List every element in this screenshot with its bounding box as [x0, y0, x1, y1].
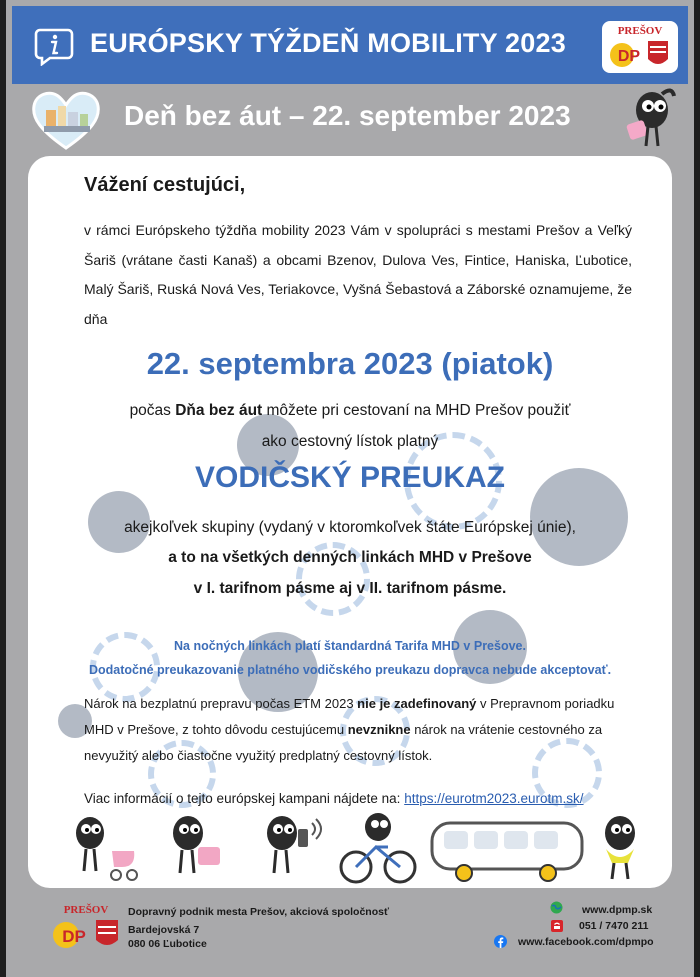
- night-lines-note: Na nočných linkách platí štandardná Tarifa MHD v Prešove.: [174, 639, 526, 653]
- footer-street: Bardejovská 7: [128, 924, 200, 936]
- footer-logo-city-text: PREŠOV: [63, 904, 109, 916]
- phone-number: 051 / 7470 211: [579, 920, 649, 932]
- globe-icon: [550, 901, 563, 914]
- header-bar: [12, 6, 688, 84]
- logo-dp-text: DP: [617, 48, 641, 65]
- usage-line: počas Dňa bez áut môžete pri cestovaní na MHD Prešov použiť: [129, 402, 571, 419]
- facebook-link[interactable]: www.facebook.com/dpmpo: [518, 936, 654, 948]
- additional-proof-note: Dodatočné preukazovanie platného vodičského preukazu dopravca nebude akceptovať.: [88, 663, 612, 677]
- mascot-icon: [618, 86, 680, 150]
- bicycle-icon: [341, 813, 415, 882]
- page-title: EURÓPSKY TÝŽDEŇ MOBILITY 2023: [90, 28, 566, 58]
- footer-logo-dp-text: DP: [62, 927, 86, 946]
- announcement-card: [28, 156, 672, 888]
- mascot-phone-icon: [267, 816, 321, 873]
- lines-scope: a to na všetkých denných linkách MHD v Prešove: [168, 549, 532, 566]
- footer-company: Dopravný podnik mesta Prešov, akciová spoločnosť: [128, 906, 390, 918]
- event-date: 22. septembra 2023 (piatok): [146, 346, 554, 381]
- facebook-icon: [494, 935, 507, 948]
- heart-town-icon: [30, 88, 102, 152]
- ticket-type: VODIČSKÝ PREUKAZ: [194, 461, 506, 494]
- mascot-icon: [605, 816, 635, 879]
- ticket-intro-line: ako cestovný lístok platný: [261, 433, 439, 450]
- phone-icon: [551, 920, 563, 932]
- poster: [6, 0, 694, 977]
- dp-presov-logo: [602, 21, 678, 73]
- logo-city-text: PREŠOV: [617, 25, 663, 37]
- more-info: Viac informácií o tejto európskej kampani nájdete na: https://eurotm2023.eurotm.sk/: [84, 791, 584, 806]
- bus-icon: [432, 823, 582, 881]
- website-link[interactable]: www.dpmp.sk: [582, 904, 653, 916]
- mascot-icon: [173, 816, 220, 873]
- refund-paragraph: Nárok na bezplatnú prepravu počas ETM 2023 nie je zadefinovaný v Prepravnom poriadku MHD v Prešove, z tohto dôvodu cestujúcemu nevznikne nárok na vrátenie cestovného za nevyužitý alebo čiastočne využitý predplatný cestovný lístok.: [84, 696, 615, 763]
- intro-paragraph: v rámci Európskeho týždňa mobility 2023 Vám v spolupráci s mestami Prešov a Veľký Šariš (vrátane časti Kanaš) a obcami Bzenov, Dulova Ves, Fintice, Haniska, Ľubotice, Malý Šariš, Ruská Nová Ves, Teriakovce, Vyšná Šebastová a Záborské oznamujeme, že dňa: [84, 222, 632, 327]
- tariff-zones: v I. tarifnom pásme aj v II. tarifnom pásme.: [193, 580, 507, 597]
- campaign-link[interactable]: https://eurotm2023.eurotm.sk/: [404, 791, 584, 806]
- dp-presov-footer-logo: [46, 902, 126, 952]
- stroller-icon: [76, 817, 137, 880]
- greeting: Vážení cestujúci,: [84, 174, 246, 196]
- license-group-line: akejkoľvek skupiny (vydaný v ktoromkoľvek štáte Európskej únie),: [124, 519, 576, 536]
- info-icon: [34, 26, 74, 66]
- footer-city: 080 06 Ľubotice: [128, 938, 207, 950]
- mascots-illustration: [28, 811, 672, 886]
- subtitle: Deň bez áut – 22. september 2023: [124, 100, 571, 131]
